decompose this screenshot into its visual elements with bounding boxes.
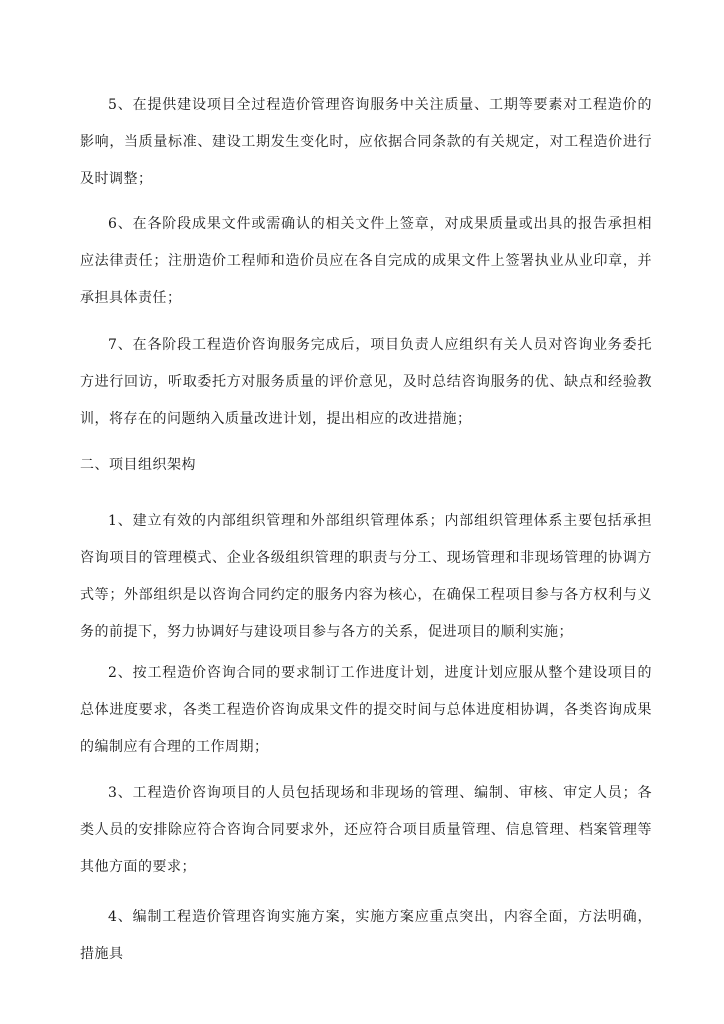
section-heading: 二、项目组织架构 xyxy=(80,457,196,473)
paragraph-section-item-2: 2、按工程造价咨询合同的要求制订工作进度计划，进度计划应服从整个建设项目的总体进度要求，各类工程造价咨询成果文件的提交时间与总体进度相协调，各类咨询成果的编制应有合理的工作周期； xyxy=(80,665,652,755)
paragraph-item-5: 5、在提供建设项目全过程造价管理咨询服务中关注质量、工期等要素对工程造价的影响，当质量标准、建设工期发生变化时，应依据合同条款的有关规定，对工程造价进行及时调整； xyxy=(80,97,652,187)
paragraph-section-item-4: 4、编制工程造价管理咨询实施方案，实施方案应重点突出，内容全面，方法明确，措施具 xyxy=(80,909,652,962)
paragraph-item-6: 6、在各阶段成果文件或需确认的相关文件上签章，对成果质量或出具的报告承担相应法律责任；注册造价工程师和造价员应在各自完成的成果文件上签署执业从业印章，并承担具体责任； xyxy=(80,216,652,306)
paragraph-item-7: 7、在各阶段工程造价咨询服务完成后，项目负责人应组织有关人员对咨询业务委托方进行回访，听取委托方对服务质量的评价意见，及时总结咨询服务的优、缺点和经验教训，将存在的问题纳入质量改进计划，提出相应的改进措施； xyxy=(80,337,652,427)
paragraph-section-item-3: 3、工程造价咨询项目的人员包括现场和非现场的管理、编制、审核、审定人员；各类人员的安排除应符合咨询合同要求外，还应符合项目质量管理、信息管理、档案管理等其他方面的要求； xyxy=(80,785,652,875)
paragraph-section-item-1: 1、建立有效的内部组织管理和外部组织管理体系；内部组织管理体系主要包括承担咨询项目的管理模式、企业各级组织管理的职责与分工、现场管理和非现场管理的协调方式等；外部组织是以咨询合同约定的服务内容为核心，在确保工程项目参与各方权利与义务的前提下，努力协调好与建设项目参与各方的关系，促进项目的顺利实施； xyxy=(80,513,652,640)
